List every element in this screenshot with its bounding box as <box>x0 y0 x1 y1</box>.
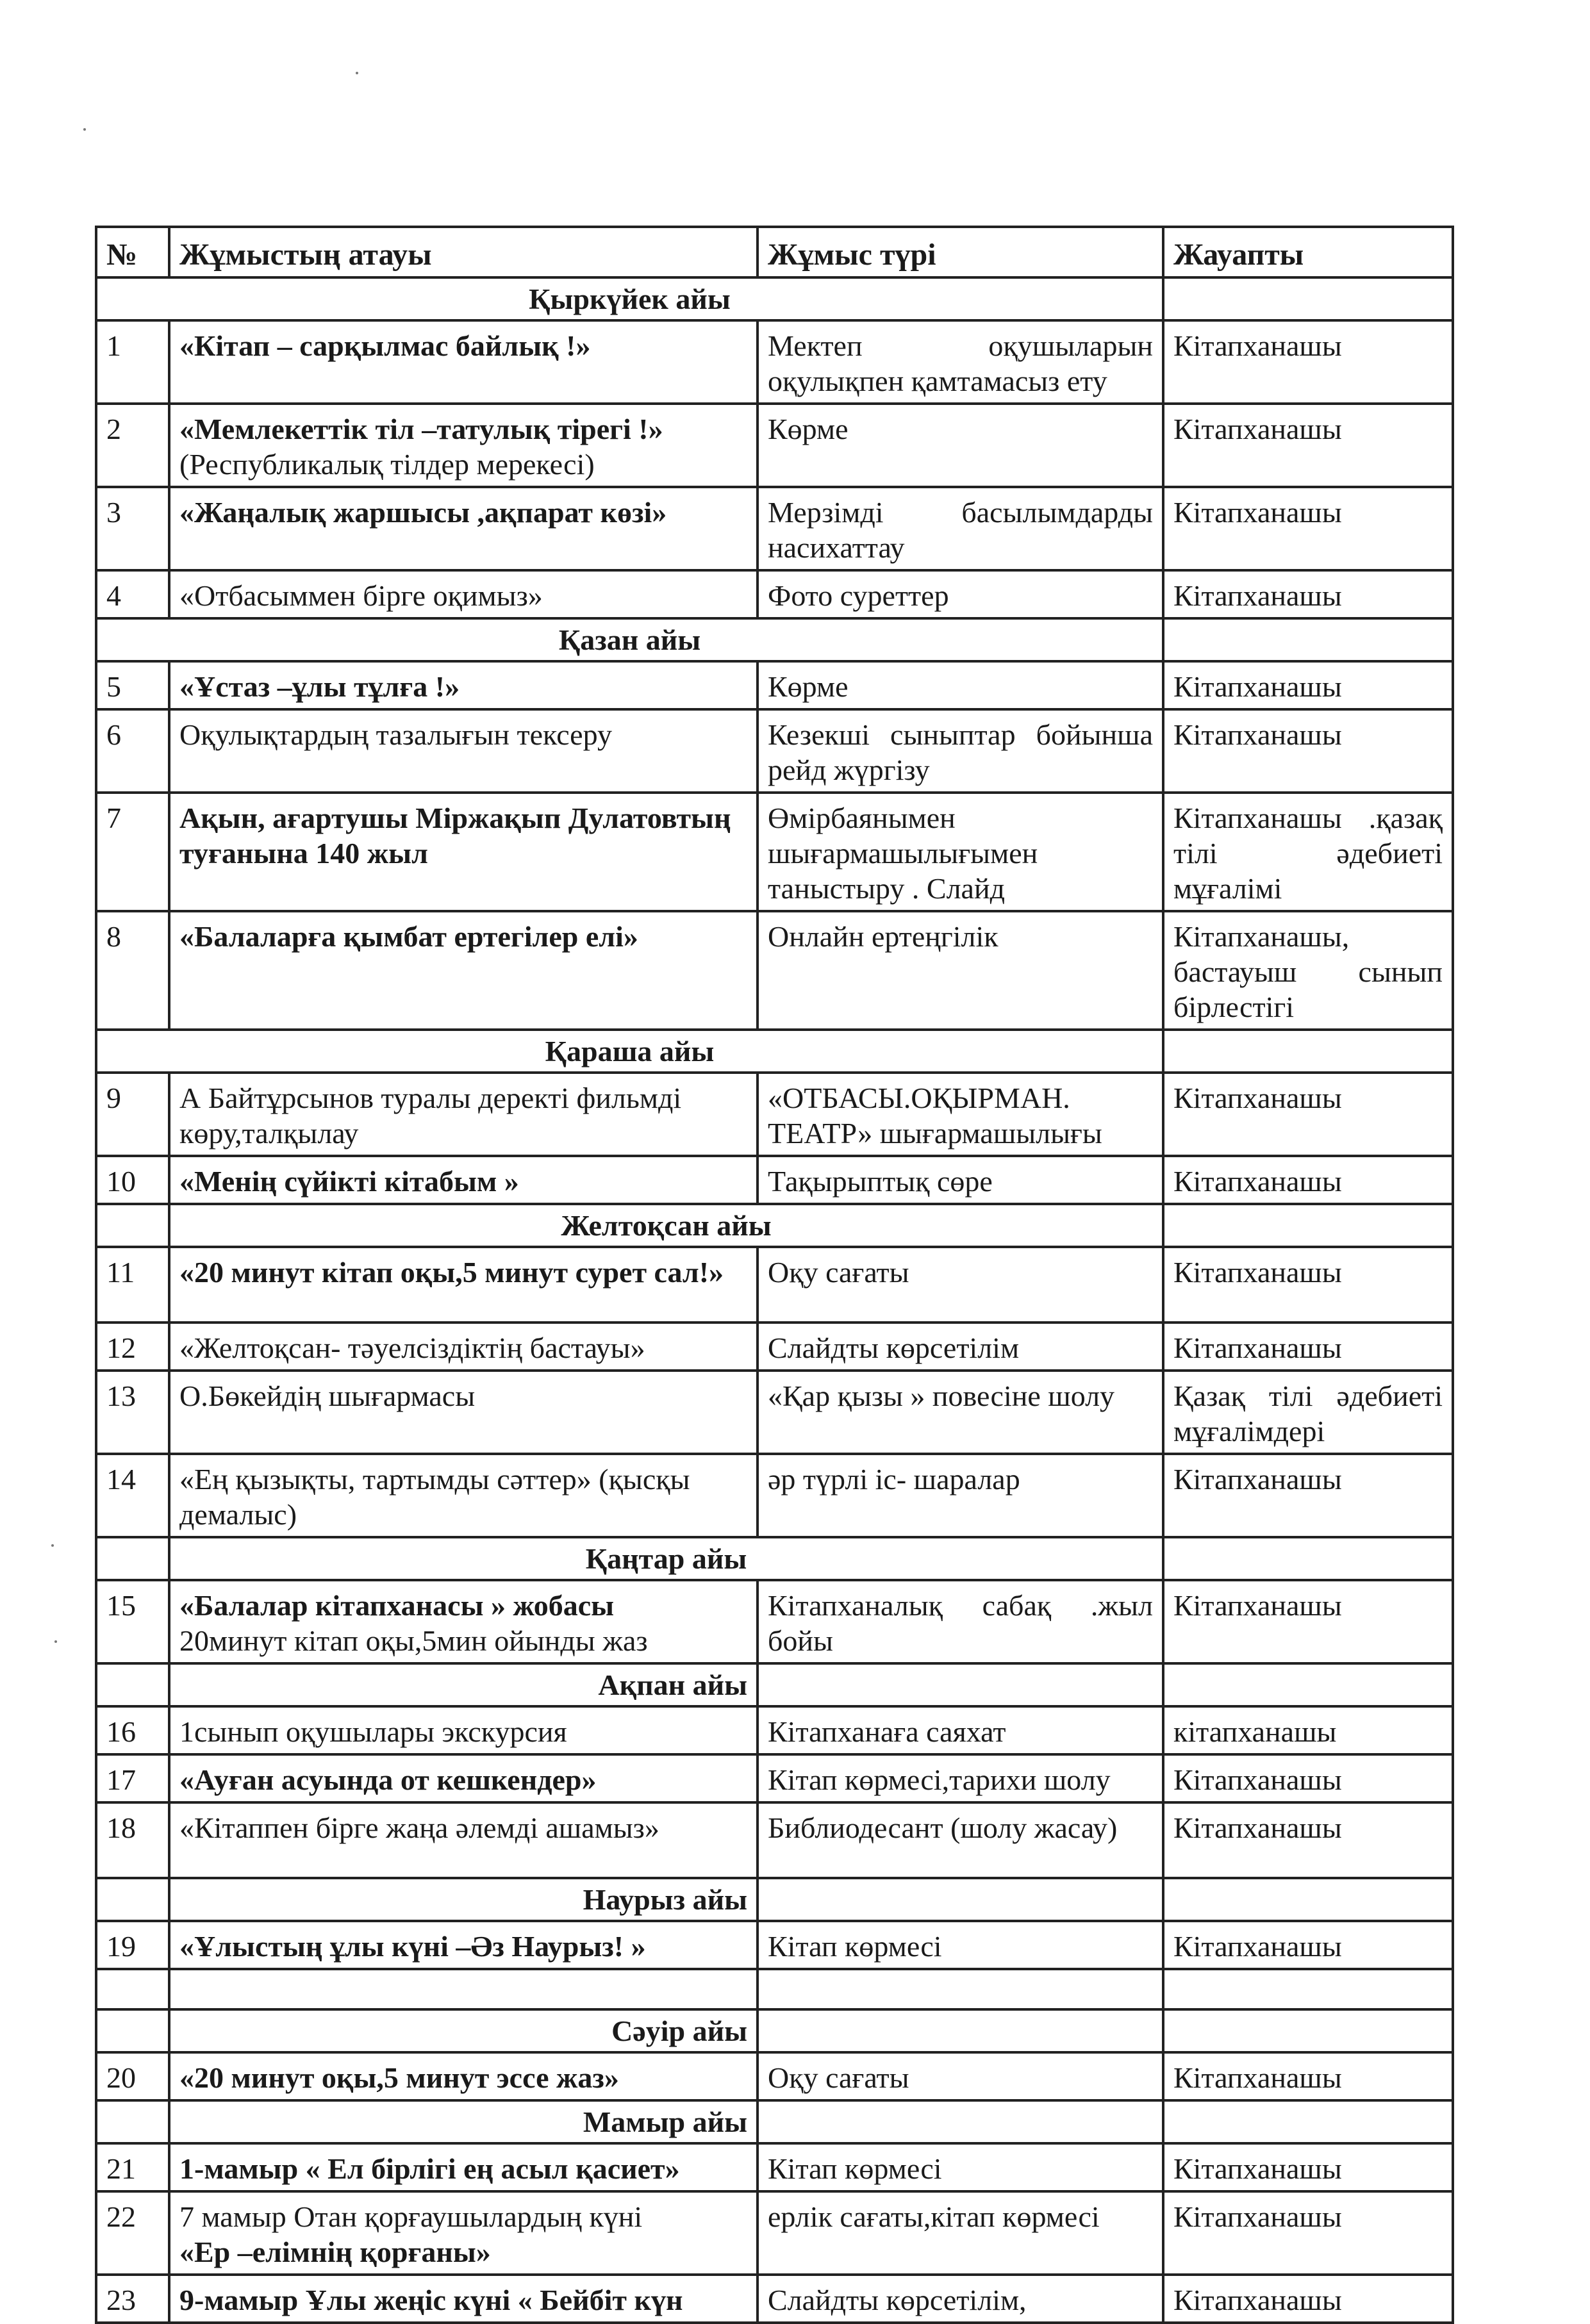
work-name: А Байтұрсынов туралы деректі фильмді көру,талқылау <box>179 1082 682 1150</box>
responsible: Кітапханашы, бастауыш сынып бірлестігі <box>1163 911 1453 1030</box>
row-number: 17 <box>96 1754 169 1802</box>
month-label: Қаңтар айы <box>169 1537 1163 1580</box>
table-row <box>96 1371 1453 1454</box>
work-type: Кітап көрмесі,тарихи шолу <box>758 1754 1163 1802</box>
work-name-cell <box>169 1580 758 1663</box>
month-label: Ақпан айы <box>169 1663 758 1706</box>
responsible: Кітапханашы <box>1163 1156 1453 1204</box>
work-name: «Мемлекеттік тіл –татулық тірегі !» <box>179 413 663 445</box>
month-label: Қазан айы <box>96 618 1163 661</box>
work-type: ерлік сағаты,кітап көрмесі <box>758 2191 1163 2275</box>
scan-speck <box>54 1640 57 1643</box>
month-num-cell <box>96 2100 169 2143</box>
work-name-cell <box>169 1706 758 1754</box>
month-row <box>96 2100 1453 2143</box>
table-row <box>96 1580 1453 1663</box>
row-number: 6 <box>96 709 169 793</box>
work-name-cell <box>169 2052 758 2100</box>
month-num-cell <box>96 2009 169 2052</box>
row-number: 2 <box>96 404 169 487</box>
responsible: Кітапханашы <box>1163 1454 1453 1537</box>
responsible: Кітапханашы <box>1163 1921 1453 1969</box>
responsible: Кітапханашы .қазақ тілі әдебиеті мұғалімі <box>1163 793 1453 911</box>
work-type: Оқу сағаты <box>758 2052 1163 2100</box>
work-type: Кезекші сыныптар бойынша рейд жүргізу <box>758 709 1163 793</box>
responsible: Кітапханашы <box>1163 2275 1453 2323</box>
month-label: Мамыр айы <box>169 2100 758 2143</box>
scan-speck <box>356 72 358 74</box>
responsible: Кітапханашы <box>1163 1580 1453 1663</box>
table-row <box>96 1921 1453 1969</box>
row-number: 18 <box>96 1802 169 1878</box>
month-num-cell <box>96 1204 169 1247</box>
work-name-extra: 20минут кітап оқы,5мин ойынды жаз <box>179 1624 648 1657</box>
month-row <box>96 2009 1453 2052</box>
work-name: «Менің сүйікті кітабым » <box>179 1165 519 1198</box>
month-row <box>96 618 1453 661</box>
work-name-cell <box>169 320 758 404</box>
header-name: Жұмыстың атауы <box>169 227 758 277</box>
row-number <box>96 1969 169 2009</box>
table-row <box>96 2191 1453 2275</box>
responsible: Қазақ тілі әдебиеті мұғалімдері <box>1163 1371 1453 1454</box>
row-number: 19 <box>96 1921 169 1969</box>
responsible: Кітапханашы <box>1163 2191 1453 2275</box>
work-name: «Ұлыстың ұлы күні –Әз Наурыз! » <box>179 1930 646 1963</box>
month-row <box>96 1537 1453 1580</box>
work-name-cell <box>169 1323 758 1371</box>
work-name: О.Бөкейдің шығармасы <box>179 1380 476 1412</box>
work-name: 1-мамыр « Ел бірлігі ең асыл қасиет» <box>179 2152 680 2185</box>
work-name-cell <box>169 2143 758 2191</box>
work-name-cell <box>169 1247 758 1323</box>
row-number: 15 <box>96 1580 169 1663</box>
month-row <box>96 1663 1453 1706</box>
work-name-cell <box>169 1156 758 1204</box>
row-number: 22 <box>96 2191 169 2275</box>
work-name-cell <box>169 487 758 570</box>
work-name-cell <box>169 911 758 1030</box>
table-row <box>96 2143 1453 2191</box>
work-name: «Кітаппен бірге жаңа әлемді ашамыз» <box>179 1811 659 1844</box>
row-number: 5 <box>96 661 169 709</box>
work-name-cell <box>169 2191 758 2275</box>
work-name-cell <box>169 1921 758 1969</box>
scan-speck <box>51 1544 54 1547</box>
table-row <box>96 709 1453 793</box>
work-name: «Балалар кітапханасы » жобасы <box>179 1589 615 1622</box>
month-label: Сәуір айы <box>169 2009 758 2052</box>
work-name: 1сынып оқушылары экскурсия <box>179 1715 567 1748</box>
month-empty-cell <box>1163 1663 1453 1706</box>
responsible: Кітапханашы <box>1163 1073 1453 1156</box>
row-number: 8 <box>96 911 169 1030</box>
row-number: 20 <box>96 2052 169 2100</box>
work-type: Оқу сағаты <box>758 1247 1163 1323</box>
work-name: «Желтоқсан- тәуелсіздіктің бастауы» <box>179 1331 645 1364</box>
row-number: 3 <box>96 487 169 570</box>
table-row <box>96 320 1453 404</box>
work-name: 7 мамыр Отан қорғаушылардың күні <box>179 2200 643 2233</box>
work-type: Слайдты көрсетілім, <box>758 2275 1163 2323</box>
month-row <box>96 1204 1453 1247</box>
row-number: 10 <box>96 1156 169 1204</box>
work-name: «Балаларға қымбат ертегілер елі» <box>179 920 638 953</box>
month-empty-cell <box>758 2100 1163 2143</box>
month-empty-cell <box>1163 1878 1453 1921</box>
table-row <box>96 1754 1453 1802</box>
month-empty-cell <box>1163 618 1453 661</box>
work-name-cell <box>169 661 758 709</box>
work-name-cell <box>169 1754 758 1802</box>
work-name-cell <box>169 1073 758 1156</box>
table-row <box>96 1247 1453 1323</box>
work-name: «Жаңалық жаршысы ,ақпарат көзі» <box>179 496 667 529</box>
work-name: «Отбасыммен бірге оқимыз» <box>179 579 543 612</box>
work-type: Өмірбаянымен шығармашылығымен таныстыру . Слайд <box>758 793 1163 911</box>
responsible: Кітапханашы <box>1163 320 1453 404</box>
month-empty-cell <box>758 2009 1163 2052</box>
table-row <box>96 1323 1453 1371</box>
work-name-cell <box>169 793 758 911</box>
work-type: әр түрлі іс- шаралар <box>758 1454 1163 1537</box>
work-type: Тақырыптық сөре <box>758 1156 1163 1204</box>
responsible: Кітапханашы <box>1163 1754 1453 1802</box>
work-name: «Ең қызықты, тартымды сәттер» (қысқы демалыс) <box>179 1463 690 1531</box>
row-number: 7 <box>96 793 169 911</box>
responsible <box>1163 1969 1453 2009</box>
table-row <box>96 1969 1453 2009</box>
month-empty-cell <box>758 1878 1163 1921</box>
table-row <box>96 793 1453 911</box>
work-plan-table <box>95 226 1454 2324</box>
work-name: «Кітап – сарқылмас байлық !» <box>179 329 591 362</box>
work-type: «Қар қызы » повесіне шолу <box>758 1371 1163 1454</box>
work-name: «20 минут кітап оқы,5 минут сурет сал!» <box>179 1256 724 1289</box>
work-type: Мерзімді басылымдарды насихаттау <box>758 487 1163 570</box>
header-type: Жұмыс түрі <box>758 227 1163 277</box>
month-empty-cell <box>758 1663 1163 1706</box>
row-number: 16 <box>96 1706 169 1754</box>
work-name-cell <box>169 570 758 618</box>
work-name-cell <box>169 1371 758 1454</box>
responsible: Кітапханашы <box>1163 1802 1453 1878</box>
row-number: 14 <box>96 1454 169 1537</box>
table-row <box>96 1802 1453 1878</box>
table-row <box>96 1706 1453 1754</box>
work-name-cell <box>169 1802 758 1878</box>
work-name: Оқулықтардың тазалығын тексеру <box>179 718 612 751</box>
month-empty-cell <box>1163 1537 1453 1580</box>
responsible: Кітапханашы <box>1163 1247 1453 1323</box>
month-empty-cell <box>1163 2100 1453 2143</box>
work-name-cell <box>169 709 758 793</box>
row-number: 4 <box>96 570 169 618</box>
work-name: 9-мамыр Ұлы жеңіс күні « Бейбіт күн <box>179 2284 683 2316</box>
header-responsible: Жауапты <box>1163 227 1453 277</box>
work-type: Көрме <box>758 661 1163 709</box>
work-type <box>758 1969 1163 2009</box>
row-number: 11 <box>96 1247 169 1323</box>
work-type: Слайдты көрсетілім <box>758 1323 1163 1371</box>
row-number: 23 <box>96 2275 169 2323</box>
table-row <box>96 1073 1453 1156</box>
month-num-cell <box>96 1537 169 1580</box>
work-name-extra: «Ер –елімнің қорғаны» <box>179 2236 491 2268</box>
responsible: Кітапханашы <box>1163 661 1453 709</box>
work-name-cell <box>169 2275 758 2323</box>
row-number: 9 <box>96 1073 169 1156</box>
month-num-cell <box>96 1878 169 1921</box>
responsible: Кітапханашы <box>1163 1323 1453 1371</box>
table-row <box>96 2275 1453 2323</box>
responsible: Кітапханашы <box>1163 404 1453 487</box>
month-empty-cell <box>1163 1030 1453 1073</box>
table-row <box>96 1156 1453 1204</box>
table-row <box>96 570 1453 618</box>
work-type: Фото суреттер <box>758 570 1163 618</box>
responsible: Кітапханашы <box>1163 2052 1453 2100</box>
table-row <box>96 404 1453 487</box>
month-label: Қыркүйек айы <box>96 277 1163 320</box>
work-name-cell <box>169 1969 758 2009</box>
work-type: Кітапханаға саяхат <box>758 1706 1163 1754</box>
work-type: Мектеп оқушыларын оқулықпен қамтамасыз ету <box>758 320 1163 404</box>
month-num-cell <box>96 1663 169 1706</box>
month-empty-cell <box>1163 1204 1453 1247</box>
work-name-cell <box>169 1454 758 1537</box>
work-name: «Ауған асуында от кешкендер» <box>179 1763 597 1796</box>
header-num: № <box>96 227 169 277</box>
table-row <box>96 487 1453 570</box>
work-type: Көрме <box>758 404 1163 487</box>
month-row <box>96 277 1453 320</box>
responsible: кітапханашы <box>1163 1706 1453 1754</box>
month-row <box>96 1030 1453 1073</box>
work-name: «Ұстаз –ұлы тұлға !» <box>179 670 460 703</box>
work-name: «20 минут оқы,5 минут эссе жаз» <box>179 2061 619 2094</box>
work-type: Кітапханалық сабақ .жыл бойы <box>758 1580 1163 1663</box>
row-number: 12 <box>96 1323 169 1371</box>
work-name-cell <box>169 404 758 487</box>
work-type: Кітап көрмесі <box>758 1921 1163 1969</box>
row-number: 21 <box>96 2143 169 2191</box>
work-type: Онлайн ертеңгілік <box>758 911 1163 1030</box>
row-number: 13 <box>96 1371 169 1454</box>
month-label: Желтоқсан айы <box>169 1204 1163 1247</box>
table-row <box>96 2052 1453 2100</box>
work-type: Библиодесант (шолу жасау) <box>758 1802 1163 1878</box>
month-empty-cell <box>1163 2009 1453 2052</box>
month-label: Қараша айы <box>96 1030 1163 1073</box>
row-number: 1 <box>96 320 169 404</box>
scan-speck <box>83 128 86 131</box>
month-row <box>96 1878 1453 1921</box>
table-row <box>96 661 1453 709</box>
responsible: Кітапханашы <box>1163 570 1453 618</box>
work-name-extra: (Республикалық тілдер мерекесі) <box>179 448 595 481</box>
month-empty-cell <box>1163 277 1453 320</box>
responsible: Кітапханашы <box>1163 2143 1453 2191</box>
table-row <box>96 1454 1453 1537</box>
work-name: Ақын, ағартушы Міржақып Дулатовтың туғанына 140 жыл <box>179 802 731 869</box>
header-row <box>96 227 1453 277</box>
month-label: Наурыз айы <box>169 1878 758 1921</box>
work-type: «ОТБАСЫ.ОҚЫРМАН. ТЕАТР» шығармашылығы <box>758 1073 1163 1156</box>
work-type: Кітап көрмесі <box>758 2143 1163 2191</box>
table-row <box>96 911 1453 1030</box>
responsible: Кітапханашы <box>1163 487 1453 570</box>
responsible: Кітапханашы <box>1163 709 1453 793</box>
